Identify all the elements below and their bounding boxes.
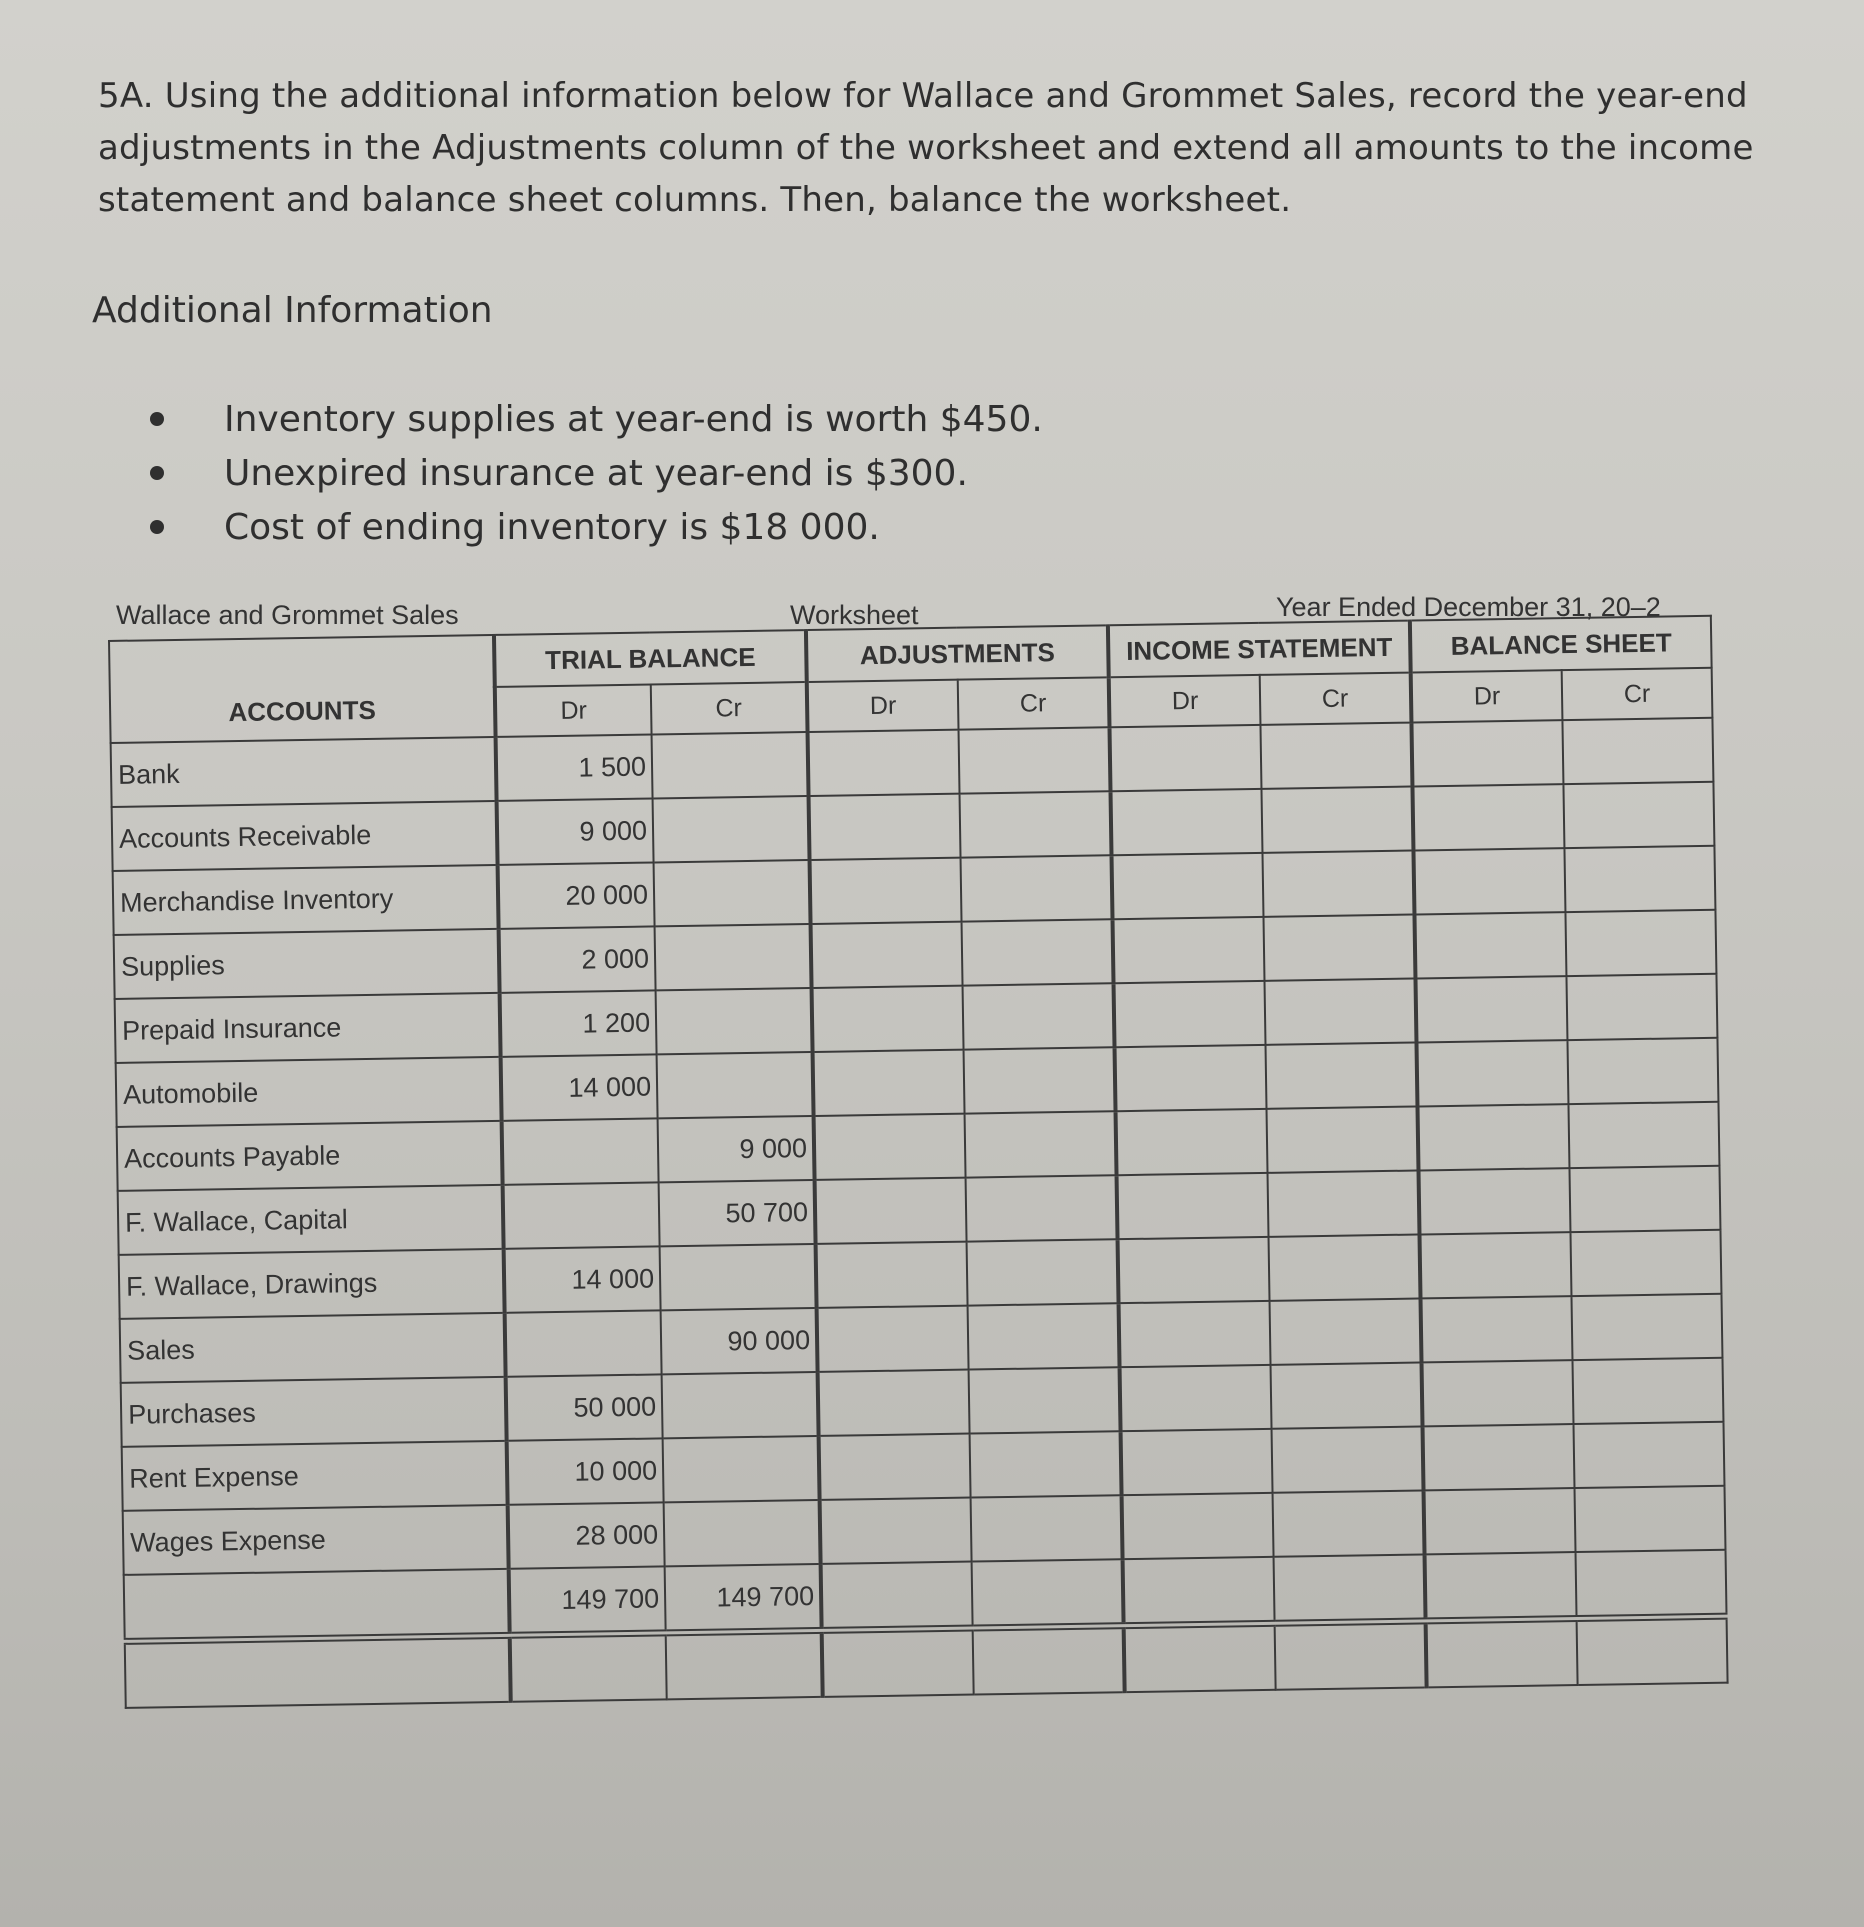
adj-dr-cell[interactable]: [810, 858, 962, 924]
adj-cr-cell[interactable]: [968, 1303, 1120, 1369]
is-dr-cell[interactable]: [1110, 789, 1262, 855]
bs-cr-cell[interactable]: [1573, 1422, 1724, 1488]
is-dr-cell[interactable]: [1118, 1237, 1270, 1303]
totals-label-cell: [124, 1569, 510, 1642]
adj-dr-cell[interactable]: [811, 922, 963, 988]
bs-cr-cell[interactable]: [1569, 1166, 1720, 1232]
is-dr-cell[interactable]: [1122, 1493, 1274, 1559]
tb-dr-cell: 50 000: [506, 1374, 663, 1440]
tb-cr-cell: [662, 1372, 819, 1438]
adj-cr-cell[interactable]: [960, 791, 1112, 857]
bullet-icon: [150, 466, 164, 480]
adj-cr-cell[interactable]: [961, 855, 1113, 921]
is-cr-cell[interactable]: [1261, 787, 1413, 853]
tb-cr-cell: 50 700: [659, 1180, 816, 1246]
bs-cr-cell[interactable]: [1562, 718, 1713, 784]
is-cr-cell[interactable]: [1271, 1362, 1423, 1428]
account-name: Prepaid Insurance: [115, 993, 501, 1063]
tb-cr-cell: [655, 924, 812, 990]
account-name: Accounts Payable: [117, 1121, 503, 1191]
is-dr-cell[interactable]: [1119, 1301, 1271, 1367]
is-dr-cell[interactable]: [1113, 917, 1265, 983]
bs-dr-cell[interactable]: [1422, 1360, 1574, 1426]
adj-dr-cell[interactable]: [809, 794, 961, 860]
adj-cr-cell[interactable]: [969, 1367, 1121, 1433]
tb-cr-cell: [654, 860, 811, 926]
bs-dr-cell[interactable]: [1411, 720, 1563, 786]
adj-cr-cell[interactable]: [959, 727, 1111, 793]
is-cr-cell[interactable]: [1264, 979, 1416, 1045]
bs-dr-cell[interactable]: [1414, 912, 1566, 978]
bullet-icon: [150, 520, 164, 534]
bs-cr-cell[interactable]: [1565, 910, 1716, 976]
tb-cr-cell: 9 000: [658, 1116, 815, 1182]
tb-cr-cell: [652, 732, 809, 798]
tb-dr-header: Dr: [495, 684, 652, 736]
empty-cell[interactable]: [973, 1626, 1125, 1695]
list-item: Inventory supplies at year-end is worth $450.: [150, 392, 1150, 446]
additional-info-list: [150, 392, 1150, 554]
adj-dr-cell[interactable]: [820, 1498, 972, 1564]
adj-dr-cell[interactable]: [816, 1242, 968, 1308]
income-statement-header: INCOME STATEMENT: [1108, 621, 1411, 678]
empty-cell[interactable]: [666, 1630, 823, 1699]
bs-dr-cell[interactable]: [1424, 1488, 1576, 1554]
tb-dr-total: 149 700: [509, 1566, 666, 1635]
tb-dr-cell: 9 000: [497, 798, 654, 864]
bs-cr-cell[interactable]: [1567, 1038, 1718, 1104]
adj-dr-header: Dr: [807, 680, 959, 732]
tb-dr-cell: 1 500: [496, 734, 653, 800]
account-name: F. Wallace, Drawings: [119, 1249, 505, 1319]
account-name: F. Wallace, Capital: [118, 1185, 504, 1255]
worksheet-title: Worksheet: [790, 600, 919, 630]
is-dr-cell[interactable]: [1121, 1429, 1273, 1495]
is-dr-cell[interactable]: [1112, 853, 1264, 919]
bs-cr-cell[interactable]: [1564, 846, 1715, 912]
is-dr-cell[interactable]: [1115, 1045, 1267, 1111]
bs-cr-cell[interactable]: [1570, 1230, 1721, 1296]
is-cr-cell[interactable]: [1268, 1170, 1420, 1236]
is-cr-cell[interactable]: [1272, 1426, 1424, 1492]
question-text: 5A. Using the additional information below for Wallace and Grommet Sales, record the year-end adjustments in the Adjustments column of the worksheet and extend all amounts to the income statement and balance sheet columns. Then, balance the worksheet.: [98, 76, 1754, 220]
adj-cr-cell[interactable]: [970, 1431, 1122, 1497]
adj-dr-cell[interactable]: [815, 1178, 967, 1244]
tb-dr-cell: 20 000: [498, 862, 655, 928]
is-cr-cell[interactable]: [1274, 1554, 1426, 1623]
tb-cr-cell: 90 000: [661, 1308, 818, 1374]
account-name: Wages Expense: [123, 1505, 509, 1575]
bs-cr-cell[interactable]: [1563, 782, 1714, 848]
bs-dr-cell[interactable]: [1413, 848, 1565, 914]
company-name: Wallace and Grommet Sales: [116, 600, 459, 630]
tb-cr-cell: [663, 1436, 820, 1502]
bs-dr-cell[interactable]: [1412, 784, 1564, 850]
bullet-icon: [150, 412, 164, 426]
adjustments-header: ADJUSTMENTS: [806, 625, 1109, 682]
tb-dr-cell: 2 000: [499, 926, 656, 992]
adj-cr-cell[interactable]: [964, 1047, 1116, 1113]
adj-dr-cell[interactable]: [808, 730, 960, 796]
adj-cr-cell[interactable]: [965, 1111, 1117, 1177]
adj-cr-cell[interactable]: [962, 919, 1114, 985]
bs-dr-cell[interactable]: [1417, 1104, 1569, 1170]
worksheet-period: Year Ended December 31, 20–2: [1276, 592, 1661, 622]
adj-dr-cell[interactable]: [818, 1370, 970, 1436]
tb-cr-cell: [664, 1500, 821, 1566]
empty-cell[interactable]: [510, 1633, 667, 1702]
bs-dr-cell[interactable]: [1423, 1424, 1575, 1490]
bs-dr-cell[interactable]: [1415, 976, 1567, 1042]
account-name: [125, 1635, 511, 1708]
adj-dr-cell[interactable]: [819, 1434, 971, 1500]
bs-dr-cell[interactable]: [1425, 1552, 1577, 1621]
tb-dr-cell: 14 000: [504, 1246, 661, 1312]
tb-cr-total: 149 700: [665, 1564, 822, 1633]
is-cr-cell[interactable]: [1262, 851, 1414, 917]
tb-dr-cell: 10 000: [507, 1438, 664, 1504]
is-dr-cell[interactable]: [1120, 1365, 1272, 1431]
bs-cr-cell[interactable]: [1572, 1358, 1723, 1424]
bs-cr-header: Cr: [1562, 668, 1713, 720]
adj-dr-cell[interactable]: [814, 1114, 966, 1180]
bs-dr-cell[interactable]: [1416, 1040, 1568, 1106]
tb-cr-cell: [660, 1244, 817, 1310]
is-cr-header: Cr: [1260, 673, 1412, 725]
adj-cr-cell[interactable]: [971, 1495, 1123, 1561]
bs-cr-cell[interactable]: [1568, 1102, 1719, 1168]
empty-cell[interactable]: [1426, 1619, 1578, 1688]
list-item: Unexpired insurance at year-end is $300.: [150, 446, 1150, 500]
empty-cell[interactable]: [1124, 1623, 1276, 1692]
tb-cr-cell: [657, 1052, 814, 1118]
empty-cell[interactable]: [1577, 1616, 1728, 1685]
adj-dr-cell[interactable]: [821, 1562, 973, 1631]
is-cr-cell[interactable]: [1263, 915, 1415, 981]
is-cr-cell[interactable]: [1267, 1106, 1419, 1172]
tb-cr-cell: [653, 796, 810, 862]
account-name: Bank: [111, 737, 497, 807]
adj-cr-cell[interactable]: [972, 1559, 1124, 1628]
bs-cr-cell[interactable]: [1576, 1550, 1727, 1619]
is-dr-cell[interactable]: [1114, 981, 1266, 1047]
tb-dr-cell: [503, 1182, 660, 1248]
tb-dr-cell: 14 000: [501, 1054, 658, 1120]
is-dr-cell[interactable]: [1117, 1173, 1269, 1239]
tb-dr-cell: 28 000: [508, 1502, 665, 1568]
tb-cr-cell: [656, 988, 813, 1054]
list-item: Cost of ending inventory is $18 000.: [150, 500, 1150, 554]
adj-dr-cell[interactable]: [813, 1050, 965, 1116]
bs-dr-cell[interactable]: [1419, 1232, 1571, 1298]
adj-cr-cell[interactable]: [967, 1239, 1119, 1305]
bs-dr-cell[interactable]: [1421, 1296, 1573, 1362]
balance-sheet-header: BALANCE SHEET: [1410, 616, 1712, 673]
additional-info-title: Additional Information: [92, 290, 493, 331]
bs-dr-cell[interactable]: [1418, 1168, 1570, 1234]
is-cr-cell[interactable]: [1270, 1298, 1422, 1364]
is-cr-cell[interactable]: [1266, 1042, 1418, 1108]
adj-dr-cell[interactable]: [812, 986, 964, 1052]
is-cr-cell[interactable]: [1273, 1490, 1425, 1556]
is-dr-header: Dr: [1109, 675, 1261, 727]
is-dr-cell[interactable]: [1116, 1109, 1268, 1175]
account-name: Sales: [120, 1313, 506, 1383]
account-name: Automobile: [116, 1057, 502, 1127]
adj-cr-cell[interactable]: [966, 1175, 1118, 1241]
bs-cr-cell[interactable]: [1575, 1486, 1726, 1552]
account-name: Accounts Receivable: [112, 801, 498, 871]
tb-dr-cell: 1 200: [500, 990, 657, 1056]
adj-dr-cell[interactable]: [817, 1306, 969, 1372]
tb-dr-cell: [505, 1310, 662, 1376]
adj-cr-cell[interactable]: [963, 983, 1115, 1049]
tb-cr-header: Cr: [651, 682, 808, 734]
account-name: Purchases: [121, 1377, 507, 1447]
is-cr-cell[interactable]: [1260, 723, 1412, 789]
is-dr-cell[interactable]: [1123, 1557, 1275, 1626]
is-dr-cell[interactable]: [1109, 725, 1261, 791]
empty-cell[interactable]: [1275, 1621, 1427, 1690]
is-cr-cell[interactable]: [1269, 1234, 1421, 1300]
worksheet-table: [108, 615, 1729, 1709]
adj-cr-header: Cr: [958, 677, 1110, 729]
bs-dr-header: Dr: [1411, 670, 1563, 722]
trial-balance-header: TRIAL BALANCE: [494, 630, 807, 687]
account-name: Rent Expense: [122, 1441, 508, 1511]
bs-cr-cell[interactable]: [1571, 1294, 1722, 1360]
bs-cr-cell[interactable]: [1566, 974, 1717, 1040]
empty-cell[interactable]: [822, 1628, 974, 1697]
accounts-header: ACCOUNTS: [109, 635, 496, 743]
tb-dr-cell: [502, 1118, 659, 1184]
account-name: Supplies: [114, 929, 500, 999]
account-name: Merchandise Inventory: [113, 865, 499, 935]
